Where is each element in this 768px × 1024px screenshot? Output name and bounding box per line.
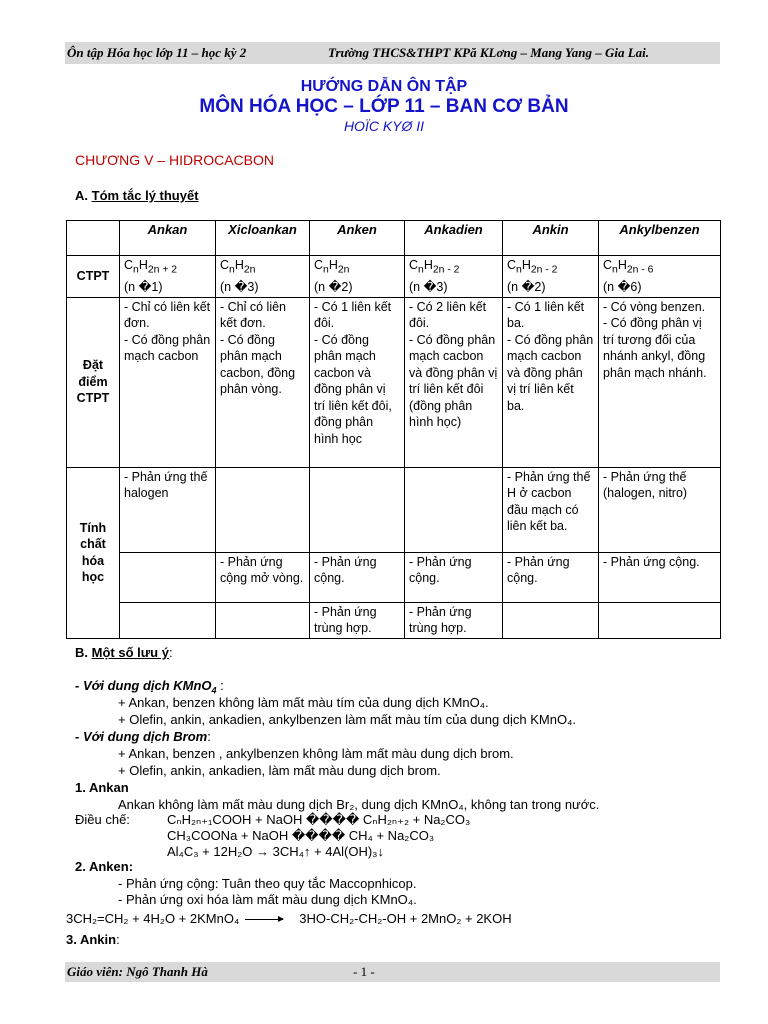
brom-heading-tail: : bbox=[207, 729, 211, 744]
dacdiem-cell: - Có 1 liên kết ba. - Có đồng phân mạch cacbon và đồng phân vị trí liên kết ba. bbox=[503, 297, 599, 467]
dacdiem-cell: - Chỉ có liên kết đơn. - Có đồng phân mạch cacbon bbox=[120, 297, 216, 467]
section-a-heading bbox=[75, 188, 199, 203]
section-a-title: Tóm tắc lý thuyết bbox=[91, 188, 199, 203]
ctpt-formula-h: H bbox=[234, 258, 244, 272]
reaction-arrow-icon bbox=[245, 919, 283, 920]
tinhchat-cell: - Phản ứng cộng. bbox=[310, 552, 405, 602]
table-row-dacdiem bbox=[67, 297, 721, 467]
section-a-prefix: A. bbox=[75, 188, 92, 203]
table-header-cell: Anken bbox=[310, 221, 405, 256]
ctpt-formula-h: H bbox=[138, 258, 148, 272]
anken-equation bbox=[66, 911, 512, 926]
brom-heading bbox=[75, 729, 211, 744]
ctpt-condition: (n �3) bbox=[409, 280, 448, 294]
table-header-cell: Xicloankan bbox=[216, 221, 310, 256]
table-header-cell: Ankin bbox=[503, 221, 599, 256]
kmno4-heading bbox=[75, 678, 224, 696]
kmno4-heading-tail: : bbox=[216, 678, 224, 693]
section-b-heading bbox=[75, 645, 173, 660]
section-b-suffix: : bbox=[168, 645, 173, 660]
tinhchat-cell: - Phản ứng cộng. bbox=[405, 552, 503, 602]
table-row-tinhchat-2 bbox=[67, 552, 721, 602]
ctpt-cell bbox=[120, 256, 216, 298]
tinhchat-cell bbox=[120, 602, 216, 638]
ankan-eq-3: Al₄C₃ + 12H₂O → 3CH₄↑ + 4Al(OH)₃↓ bbox=[167, 844, 384, 859]
tinhchat-cell bbox=[120, 552, 216, 602]
tinhchat-cell: - Phản ứng cộng. bbox=[599, 552, 721, 602]
ctpt-formula-c: C bbox=[314, 258, 324, 272]
section-b-prefix: B. bbox=[75, 645, 92, 660]
anken-eq-right: 3HO-CH₂-CH₂-OH + 2MnO₂ + 2KOH bbox=[299, 911, 512, 926]
tinhchat-cell bbox=[216, 467, 310, 552]
tinhchat-cell bbox=[599, 602, 721, 638]
anken-note-1: - Phản ứng cộng: Tuân theo quy tắc Maccopnhicop. bbox=[118, 876, 417, 891]
anken-note-2: - Phản ứng oxi hóa làm mất màu dung dịch KMnO₄. bbox=[118, 892, 417, 907]
ctpt-condition: (n �3) bbox=[220, 280, 259, 294]
ctpt-formula-sub: 2n - 2 bbox=[530, 264, 558, 276]
kmno4-heading-sub: 4 bbox=[211, 685, 217, 696]
title-line-3: HOÏC KYØ II bbox=[343, 118, 425, 134]
brom-heading-text: - Với dung dịch Brom bbox=[75, 729, 208, 744]
ctpt-cell bbox=[503, 256, 599, 298]
footer-teacher: Giáo viên: Ngô Thanh Hà bbox=[67, 964, 208, 979]
ankan-dieuche-label: Điều chế: bbox=[75, 812, 130, 827]
brom-note-1: + Ankan, benzen , ankylbenzen không làm mất màu dung dịch brom. bbox=[118, 746, 514, 761]
table-header-row bbox=[67, 221, 721, 256]
ctpt-formula-n: n bbox=[323, 264, 329, 276]
kmno4-note-2: + Olefin, ankin, ankadien, ankylbenzen làm mất màu tím của dung dịch KMnO₄. bbox=[118, 712, 577, 727]
tinhchat-cell: - Phản ứng cộng mở vòng. bbox=[216, 552, 310, 602]
ankin-heading-tail: : bbox=[116, 932, 120, 947]
row-label-dacdiem: Đặt điểm CTPT bbox=[67, 297, 120, 467]
anken-heading: 2. Anken: bbox=[75, 859, 134, 874]
ctpt-formula-c: C bbox=[409, 258, 419, 272]
table-header-cell: Ankan bbox=[120, 221, 216, 256]
ctpt-formula-c: C bbox=[603, 258, 613, 272]
brom-note-2: + Olefin, ankin, ankadien, làm mất màu dung dịch brom. bbox=[118, 763, 441, 778]
ctpt-formula-h: H bbox=[617, 258, 627, 272]
tinhchat-cell: - Phản ứng trùng hợp. bbox=[405, 602, 503, 638]
tinhchat-cell bbox=[216, 602, 310, 638]
table-row-ctpt bbox=[67, 256, 721, 298]
ctpt-formula-h: H bbox=[328, 258, 338, 272]
ctpt-formula-n: n bbox=[418, 264, 424, 276]
ctpt-condition: (n �1) bbox=[124, 280, 163, 294]
ctpt-formula-n: n bbox=[133, 264, 139, 276]
dacdiem-cell: - Có 2 liên kết đôi. - Có đồng phân mạch cacbon và đồng phân vị trí liên kết đôi (đồng phân hình học) bbox=[405, 297, 503, 467]
ctpt-condition: (n �2) bbox=[507, 280, 546, 294]
row-label-tinhchat: Tính chất hóa học bbox=[67, 467, 120, 638]
ctpt-cell bbox=[310, 256, 405, 298]
header-right-text: Trường THCS&THPT KPă KLơng – Mang Yang – Gia Lai. bbox=[328, 45, 650, 60]
title-line-2: MÔN HÓA HỌC – LỚP 11 – BAN CƠ BẢN bbox=[199, 96, 569, 117]
table-header-cell: Ankadien bbox=[405, 221, 503, 256]
ctpt-formula-n: n bbox=[612, 264, 618, 276]
ankan-heading: 1. Ankan bbox=[75, 780, 129, 795]
tinhchat-cell: - Phản ứng thế H ở cacbon đầu mạch có liên kết ba. bbox=[503, 467, 599, 552]
dacdiem-cell: - Có 1 liên kết đôi. - Có đồng phân mạch cacbon và đồng phân vị trí liên kết đôi, đồng phân hình học bbox=[310, 297, 405, 467]
tinhchat-cell bbox=[405, 467, 503, 552]
kmno4-note-1: + Ankan, benzen không làm mất màu tím của dung dịch KMnO₄. bbox=[118, 695, 489, 710]
ctpt-formula-c: C bbox=[124, 258, 134, 272]
ctpt-formula-sub: 2n bbox=[243, 264, 256, 276]
tinhchat-cell: - Phản ứng trùng hợp. bbox=[310, 602, 405, 638]
ctpt-formula-sub: 2n - 6 bbox=[626, 264, 654, 276]
tinhchat-cell bbox=[503, 602, 599, 638]
kmno4-heading-text: - Với dung dịch KMnO bbox=[75, 678, 212, 693]
chapter-heading: CHƯƠNG V – HIDROCACBON bbox=[75, 152, 274, 168]
ctpt-condition: (n �2) bbox=[314, 280, 353, 294]
table-row-tinhchat-1 bbox=[67, 467, 721, 552]
ctpt-cell bbox=[216, 256, 310, 298]
ctpt-condition: (n �6) bbox=[603, 280, 642, 294]
table-header-cell: Ankylbenzen bbox=[599, 221, 721, 256]
tinhchat-cell: - Phản ứng thế halogen bbox=[120, 467, 216, 552]
ctpt-cell bbox=[599, 256, 721, 298]
ctpt-cell bbox=[405, 256, 503, 298]
hydrocarbon-table bbox=[66, 220, 721, 639]
ankin-heading bbox=[66, 932, 120, 947]
page-number: - 1 - bbox=[353, 964, 375, 979]
ankin-heading-text: 3. Ankin bbox=[66, 932, 117, 947]
page-header bbox=[65, 42, 720, 64]
table-row-tinhchat-3 bbox=[67, 602, 721, 638]
ankan-eq-2: CH₃COONa + NaOH ���� CH₄ + Na₂CO₃ bbox=[167, 828, 435, 843]
ctpt-formula-h: H bbox=[423, 258, 433, 272]
header-left-text: Ôn tập Hóa học lớp 11 – học kỳ 2 bbox=[67, 45, 247, 60]
tinhchat-cell bbox=[310, 467, 405, 552]
ctpt-formula-sub: 2n - 2 bbox=[432, 264, 460, 276]
row-label-ctpt: CTPT bbox=[67, 256, 120, 298]
tinhchat-cell: - Phản ứng cộng. bbox=[503, 552, 599, 602]
dacdiem-cell: - Có vòng benzen. - Có đồng phân vị trí tương đối của nhánh ankyl, đồng phân mạch nhánh. bbox=[599, 297, 721, 467]
ankan-line-1: Ankan không làm mất màu dung dịch Br₂, dung dịch KMnO₄, không tan trong nước. bbox=[118, 797, 600, 812]
ankan-eq-1: CₙH₂ₙ₊₁COOH + NaOH ���� CₙH₂ₙ₊₂ + Na₂CO₃ bbox=[167, 812, 471, 827]
table-header-cell bbox=[67, 221, 120, 256]
anken-eq-left: 3CH₂=CH₂ + 4H₂O + 2KMnO₄ bbox=[66, 911, 240, 926]
ctpt-formula-sub: 2n + 2 bbox=[147, 264, 178, 276]
ctpt-formula-sub: 2n bbox=[337, 264, 350, 276]
ctpt-formula-c: C bbox=[507, 258, 517, 272]
tinhchat-cell: - Phản ứng thế (halogen, nitro) bbox=[599, 467, 721, 552]
section-b-title: Một số lưu ý bbox=[91, 645, 169, 660]
title-line-1: HƯỚNG DẪN ÔN TẬP bbox=[300, 78, 468, 95]
ctpt-formula-c: C bbox=[220, 258, 230, 272]
page-footer bbox=[65, 962, 720, 982]
ctpt-formula-n: n bbox=[516, 264, 522, 276]
ctpt-formula-n: n bbox=[229, 264, 235, 276]
dacdiem-cell: - Chỉ có liên kết đơn. - Có đồng phân mạch cacbon, đồng phân vòng. bbox=[216, 297, 310, 467]
ctpt-formula-h: H bbox=[521, 258, 531, 272]
